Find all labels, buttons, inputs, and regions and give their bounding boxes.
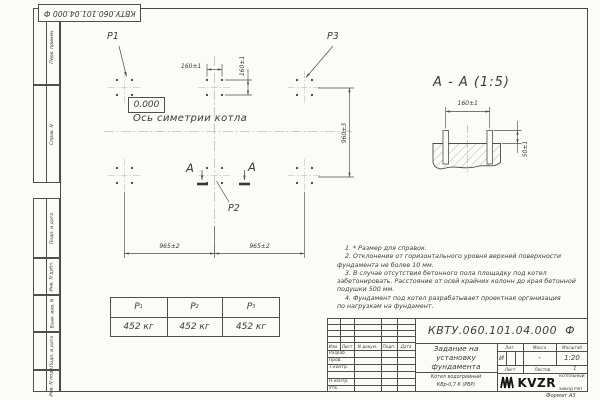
kvzr-logo (497, 373, 588, 392)
title-block-line (327, 336, 415, 337)
margin-field-label: Подп. и дата (50, 335, 56, 367)
anchor-bolt-right (487, 131, 493, 165)
company-name-line1: КОТЕЛЬНЫЙ (559, 373, 585, 378)
p2-label: P2 (228, 203, 240, 214)
kvzr-logo-text: KVZR (517, 375, 556, 390)
doc-number-stamp-text: КВТУ.060.101.04.000 Ф (43, 8, 136, 18)
company-name-line2: ЗАВОД РЭП (559, 385, 583, 391)
note-line: 4. Фундамент под котел разрабатывает проектная организация (337, 294, 561, 302)
company-name (559, 373, 585, 392)
center-axes (104, 56, 352, 257)
scale-value: 1:20 (564, 354, 580, 362)
leader-lines (119, 46, 333, 202)
load-table-value: 452 кг (123, 322, 154, 332)
anchor-bolt-left (443, 131, 449, 165)
sig-row-tkontr: Т.контр. (329, 364, 349, 370)
p-symbol: P (134, 302, 140, 312)
margin-field-label: Взам. инв. N (50, 298, 56, 329)
sheets-value: 1 (573, 366, 577, 372)
load-table-header-p1 (110, 297, 167, 317)
scale-label: Масштаб (562, 344, 582, 350)
boiler-axis-label: Ось симетрии котла (133, 113, 248, 124)
p-symbol: P (246, 302, 253, 312)
p-subscript: 2 (195, 304, 199, 310)
dimension-lines (125, 64, 355, 258)
sig-row-razrab: Разраб. (329, 350, 347, 356)
rev-col-ndokum: N докум. (357, 343, 378, 349)
product-line2: КВр-0,7 К (РВР) (436, 382, 476, 388)
dim-160-top: 160±1 (181, 63, 202, 70)
note-line: 3. В случае отсутствия бетонного пола площадку под котел (337, 269, 547, 277)
title-block-line (515, 351, 516, 365)
lit-label: Лит. (505, 344, 515, 350)
p3-label: P3 (327, 31, 339, 42)
drawing-title-line2: установку (436, 353, 476, 362)
note-line: забетонировать. Расстояние от осей крайних колонн до края бетонной (337, 278, 576, 286)
load-table-value: 452 кг (179, 322, 210, 332)
dim-960: 960±3 (340, 122, 348, 143)
p-subscript: 3 (252, 304, 256, 310)
title-block-line (327, 385, 415, 386)
margin-field-label: Справ. N (50, 123, 56, 145)
title-block-line (327, 371, 415, 372)
sheet-label: Лист (504, 366, 516, 372)
notes (337, 245, 593, 311)
section-dim-height: 50±1 (522, 140, 529, 158)
dim-965-right: 965±2 (249, 243, 270, 250)
rev-col-podp: Подп. (382, 343, 396, 349)
section-dim-width: 160±1 (457, 100, 478, 107)
p1-label: P1 (107, 31, 119, 42)
margin-field-label: Инв. N дубл. (50, 261, 55, 292)
section-letter-right: А (248, 160, 256, 174)
coil-icon (500, 376, 514, 389)
note-line: 1. * Размер для справок. (337, 245, 427, 252)
section-letter-left: А (186, 161, 194, 175)
title-block-line (327, 324, 415, 325)
elevation-box: 0.000 (128, 97, 165, 113)
note-line: 2. Отклонение от горизонтального уровня верхней поверхности (337, 253, 561, 261)
rev-col-list: Лист (341, 343, 353, 349)
section-title: А - А (1:5) (433, 75, 510, 90)
product-line1: Котел водогрейный (430, 374, 482, 380)
margin-field-label: Инв. N подл. (50, 365, 56, 397)
drawing-title-line1: Задание на (433, 344, 479, 353)
drawing-title-line3: фундамента (431, 362, 481, 371)
dim-160-side: 160±1 (238, 55, 246, 77)
sheets-label: Листов (534, 366, 551, 372)
section-cut-marks (197, 170, 250, 184)
sheets-cell (523, 365, 588, 373)
title-block-line (506, 351, 507, 365)
sig-row-prov: Пров. (329, 357, 342, 363)
note-line: по нагрузкам на фундамент. (337, 303, 434, 311)
sig-row-nkontr: Н.контр. (329, 378, 349, 384)
note-line: подушки 500 мм. (337, 286, 395, 294)
format-label: Формат А3 (546, 392, 576, 399)
load-table-value: 452 кг (235, 322, 267, 332)
note-line: фундамента не более 10 мм. (337, 261, 434, 269)
rev-col-data: Дата (400, 343, 412, 349)
p-subscript: 1 (139, 304, 143, 310)
load-table-header-p2 (167, 297, 222, 317)
lit-value: И (499, 354, 504, 362)
load-table-header-p3 (222, 297, 280, 317)
dim-965-left: 965±2 (159, 243, 180, 250)
rev-col-izm: Изм. (328, 343, 339, 349)
doc-number: КВТУ.060.101.04.000 Ф (427, 324, 576, 337)
margin-field-label: Подп. и дата (50, 212, 56, 244)
mass-label: Масса (532, 344, 547, 350)
p-symbol: P (190, 302, 196, 312)
section-detail-drawing (433, 107, 522, 172)
margin-field-label: Перв. примен. (50, 29, 55, 64)
title-block-line (327, 330, 415, 331)
mass-value: - (538, 354, 541, 362)
sig-row-utv: Утв. (329, 385, 339, 391)
